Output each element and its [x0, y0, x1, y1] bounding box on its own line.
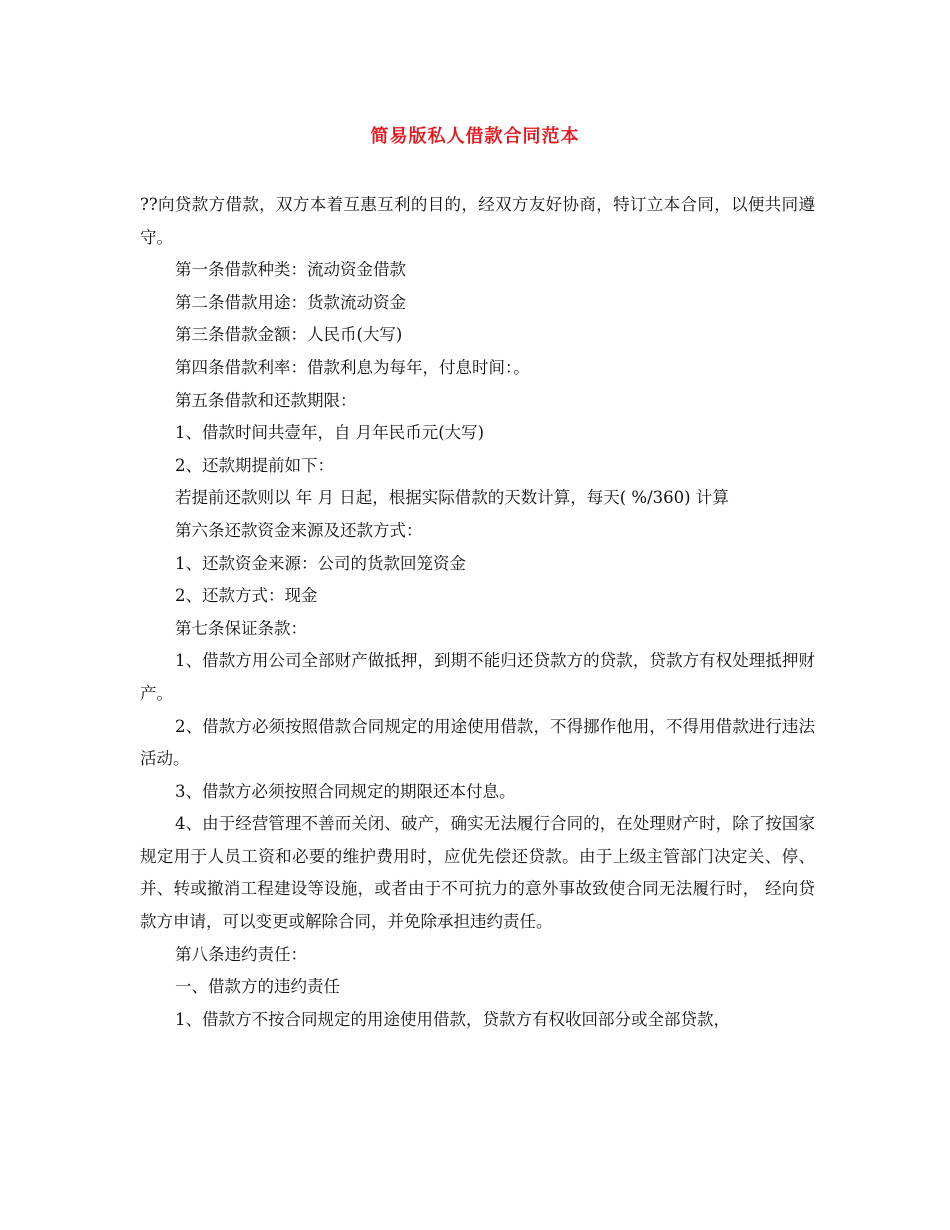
body-paragraph: 第三条借款金额：人民币(大写) [175, 325, 403, 345]
body-paragraph: 1、借款方用公司全部财产做抵押，到期不能归还贷款方的贷款，贷款方有权处理抵押财产。 [140, 651, 815, 703]
body-paragraph: 2、借款方必须按照借款合同规定的用途使用借款，不得挪作他用，不得用借款进行违法活动。 [140, 716, 815, 769]
body-paragraph: 2、还款期提前如下： [175, 455, 334, 475]
body-paragraph: 一、借款方的违约责任 [175, 977, 340, 997]
document-title: 简易版私人借款合同范本 [370, 126, 580, 147]
body-paragraph: 3、借款方必须按照合同规定的期限还本付息。 [175, 781, 516, 801]
body-paragraph: 若提前还款则以 年 月 日起，根据实际借款的天数计算，每天( %/360) 计算 [175, 488, 729, 508]
body-paragraph: 4、由于经营管理不善而关闭、破产，确实无法履行合同的，在处理财产时，除了按国家规定用于人员工资和必要的维护费用时，应优先偿还贷款。由于上级主管部门决定关、停、并、转或撤消工程建设等设施，或者由于不可抗力的意外事故致使合同无法履行时， 经向贷款方申请，可以变更或解除合同，并免除承担违约责任。 [140, 814, 815, 932]
body-paragraph: 1、借款方不按合同规定的用途使用借款，贷款方有权收回部分或全部贷款， [175, 1009, 730, 1029]
body-paragraph: 第二条借款用途：货款流动资金 [175, 292, 406, 312]
body-paragraph: 2、还款方式：现金 [175, 586, 318, 606]
body-paragraph: 第四条借款利率：借款利息为每年，付息时间：。 [175, 357, 530, 377]
body-paragraph: 第七条保证条款： [175, 618, 307, 638]
body-paragraph: 第五条借款和还款期限： [175, 390, 357, 410]
body-paragraph: ??向贷款方借款，双方本着互惠互利的目的，经双方友好协商，特订立本合同，以便共同遵守。 [140, 195, 815, 247]
body-paragraph: 1、借款时间共壹年，自 月年民币元(大写) [175, 423, 485, 443]
document-body [140, 189, 815, 1036]
body-paragraph: 第一条借款种类：流动资金借款 [175, 260, 406, 280]
body-paragraph: 第六条还款资金来源及还款方式： [175, 520, 423, 540]
body-paragraph: 1、还款资金来源：公司的货款回笼资金 [175, 553, 466, 573]
body-paragraph: 第八条违约责任： [175, 944, 307, 964]
